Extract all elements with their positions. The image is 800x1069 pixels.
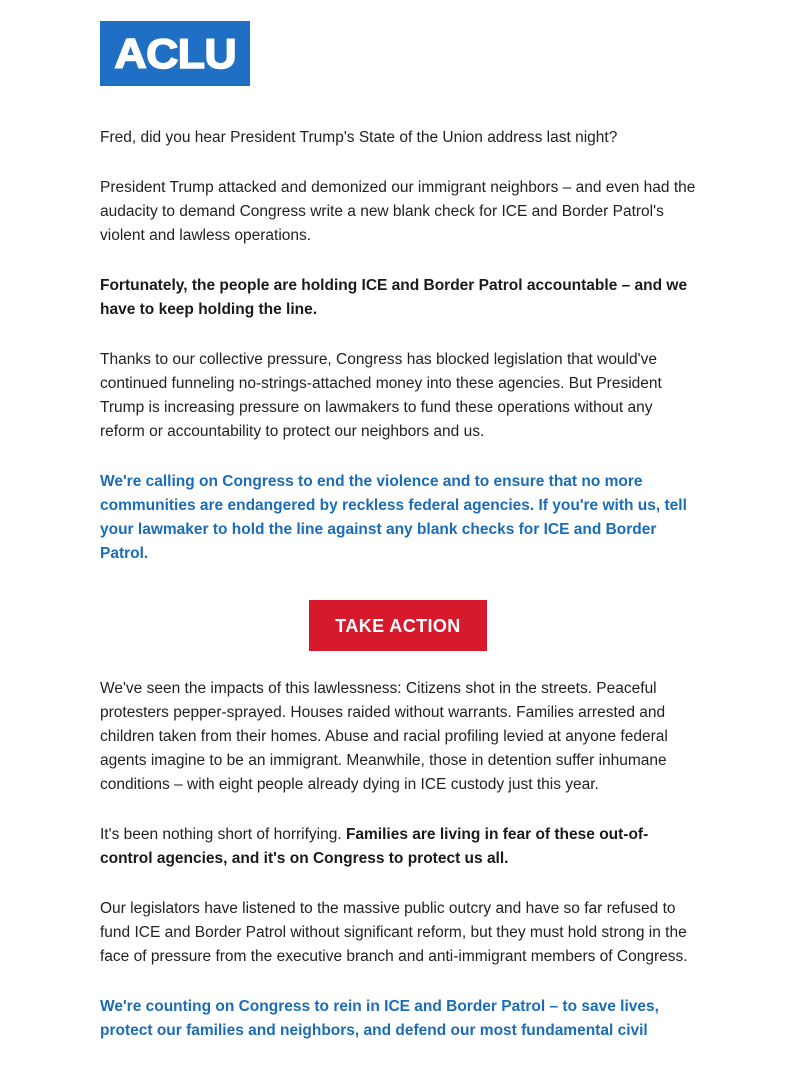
aclu-logo-text: ACLU <box>114 29 236 77</box>
paragraph-horrifying-bold: Families are living in fear of these out-of-control agencies, and it's on Congress to protect us all. <box>100 826 649 867</box>
paragraph-trump-attack: President Trump attacked and demonized our immigrant neighbors – and even had the audacity to demand Congress write a new blank check for ICE and Border Patrol's violent and lawless operations. <box>100 179 696 244</box>
aclu-logo[interactable] <box>100 21 250 86</box>
email-content-column <box>100 126 696 1069</box>
paragraph-horrifying <box>100 823 696 871</box>
cta-row <box>100 592 696 651</box>
take-action-button[interactable]: TAKE ACTION <box>309 600 486 651</box>
paragraph-impacts: We've seen the impacts of this lawlessness: Citizens shot in the streets. Peaceful protesters pepper-sprayed. Houses raided without warrants. Families arrested and children taken from their homes. Abuse and racial profiling levied at anyone federal agents imagine to be an immigrant. Meanwhile, those in detention suffer inhumane conditions – with eight people already dying in ICE custody just this year. <box>100 680 668 793</box>
paragraph-legislators: Our legislators have listened to the massive public outcry and have so far refused to fund ICE and Border Patrol without significant reform, but they must hold strong in the face of pressure from the executive branch and anti-immigrant members of Congress. <box>100 900 688 965</box>
paragraph-call-to-congress-link[interactable]: We're calling on Congress to end the violence and to ensure that no more communities are endangered by reckless federal agencies. If you're with us, tell your lawmaker to hold the line against any blank checks for ICE and Border Patrol. <box>100 473 687 562</box>
paragraph-horrifying-lead: It's been nothing short of horrifying. <box>100 826 346 843</box>
paragraph-accountability-bold: Fortunately, the people are holding ICE and Border Patrol accountable – and we have to keep holding the line. <box>100 277 688 318</box>
paragraph-collective-pressure: Thanks to our collective pressure, Congress has blocked legislation that would've continued funneling no-strings-attached money into these agencies. But President Trump is increasing pressure on lawmakers to fund these operations without any reform or accountability to protect our neighbors and us. <box>100 351 662 440</box>
greeting-paragraph: Fred, did you hear President Trump's State of the Union address last night? <box>100 129 618 146</box>
paragraph-counting-on-congress-link[interactable]: We're counting on Congress to rein in ICE and Border Patrol – to save lives, protect our families and neighbors, and defend our most fundamental civil <box>100 998 659 1039</box>
